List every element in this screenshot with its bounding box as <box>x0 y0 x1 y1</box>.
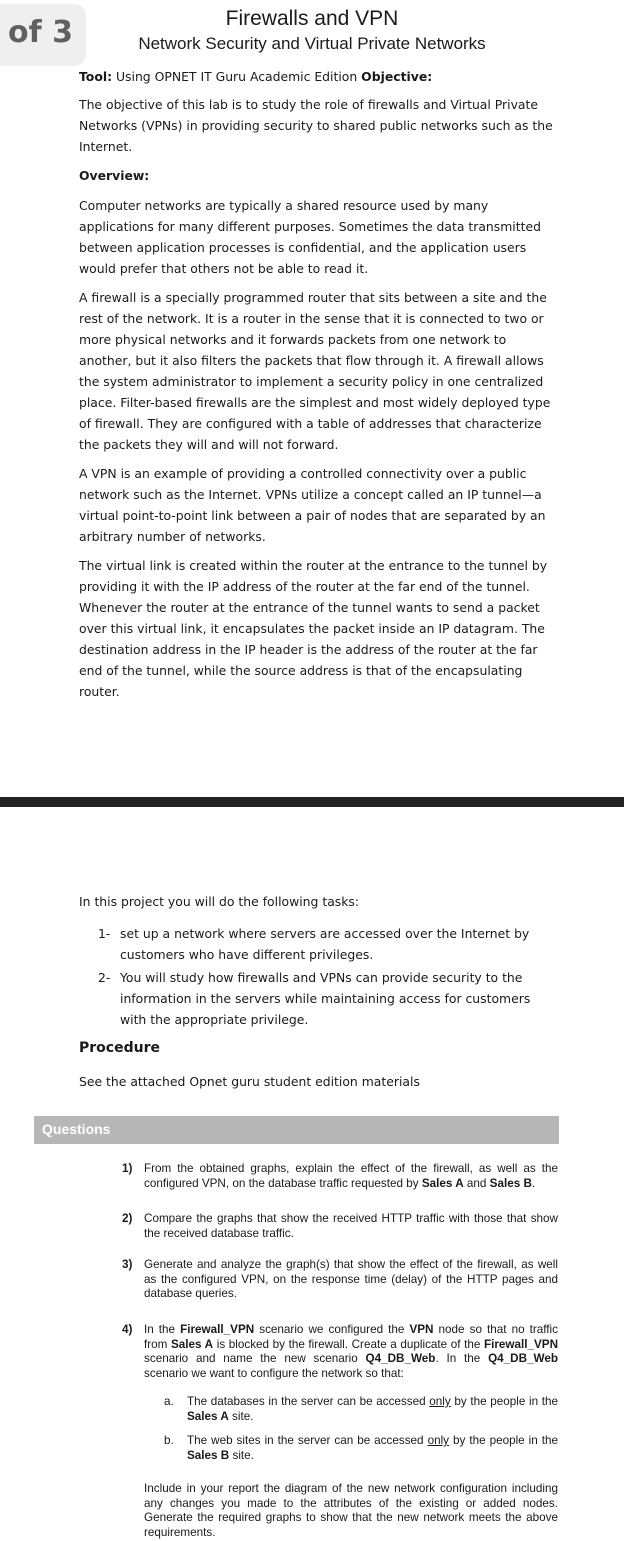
question-number: 4) <box>122 1323 133 1336</box>
task-number: 2- <box>98 970 111 985</box>
document-title: Firewalls and VPN <box>225 7 399 30</box>
overview-paragraph-1: Computer networks are typically a shared resource used by many applications for many different purposes. Sometimes the data transmitted between application processes is confidential, and the application users would prefer that others not be able to read it. <box>79 198 541 276</box>
tasks-intro: In this project you will do the following tasks: <box>79 894 360 909</box>
task-text: set up a network where servers are accessed over the Internet by customers who have different privileges. <box>120 926 530 962</box>
page-indicator: of 3 <box>0 4 86 66</box>
task-number: 1- <box>98 926 111 941</box>
document-subtitle: Network Security and Virtual Private Networks <box>138 34 486 53</box>
tool-text: Using OPNET IT Guru Academic Edition <box>112 69 362 84</box>
question-4-item-b <box>164 1434 558 1463</box>
vpn-paragraph: A VPN is an example of providing a controlled connectivity over a public network such as the Internet. VPNs utilize a concept called an IP tunnel—a virtual point-to-point link between a pair of nodes that are separated by an arbitrary number of networks. <box>79 466 546 544</box>
item-letter: a. <box>164 1395 174 1408</box>
procedure-heading: Procedure <box>79 1040 160 1056</box>
questions-header-bar <box>34 1116 559 1144</box>
closing-text: Include in your report the diagram of the new network configuration including any changes you made to the attributes of the existing or added nodes. Generate the required graphs to show that the new network meets the above requirements. <box>144 1482 558 1539</box>
item-text: The databases in the server can be accessed only by the people in the Sales A site. <box>187 1395 558 1423</box>
list-item <box>98 923 548 965</box>
question-4 <box>122 1323 558 1381</box>
page-divider <box>0 797 624 807</box>
tool-line <box>79 66 561 87</box>
question-text: From the obtained graphs, explain the effect of the firewall, as well as the configured VPN, on the database traffic requested by Sales A and Sales B. <box>144 1162 558 1190</box>
question-2 <box>122 1212 558 1241</box>
objective-paragraph: The objective of this lab is to study the role of firewalls and Virtual Private Networks (VPNs) in providing security to shared public networks such as the Internet. <box>79 97 553 154</box>
overview-heading: Overview: <box>79 168 150 183</box>
item-text: The web sites in the server can be accessed only by the people in the Sales B site. <box>187 1434 558 1462</box>
question-number: 3) <box>122 1258 133 1271</box>
question-text: Generate and analyze the graph(s) that show the effect of the firewall, as well as the configured VPN, on the response time (delay) of the HTTP pages and database queries. <box>144 1258 558 1300</box>
firewall-paragraph: A firewall is a specially programmed router that sits between a site and the rest of the network. It is a router in the sense that it is connected to two or more physical networks and it forwards packets from one network to another, but it also filters the packets that flow through it. A firewall allows the system administrator to implement a security policy in one centralized place. Filter-based firewalls are the simplest and most widely deployed type of firewall. They are configured with a table of addresses that characterize the packets they will and will not forward. <box>79 290 551 452</box>
virtual-link-paragraph: The virtual link is created within the router at the entrance to the tunnel by providing it with the IP address of the router at the far end of the tunnel. Whenever the router at the entrance of the tunnel wants to send a packet over this virtual link, it encapsulates the packet inside an IP datagram. The destination address in the IP header is the address of the router at the far end of the tunnel, while the source address is that of the encapsulating router. <box>79 558 548 699</box>
question-text: In the Firewall_VPN scenario we configured the VPN node so that no traffic from Sales A is blocked by the firewall. Create a duplicate of the Firewall_VPN scenario and name the new scenario Q4_DB_Web. In the Q4_DB_Web scenario we want to configure the network so that: <box>144 1323 559 1380</box>
question-text: Compare the graphs that show the received HTTP traffic with those that show the received database traffic. <box>144 1212 558 1240</box>
task-list <box>98 923 548 1030</box>
question-3 <box>122 1258 558 1302</box>
question-1 <box>122 1162 558 1191</box>
item-letter: b. <box>164 1434 174 1447</box>
questions-heading: Questions <box>42 1121 111 1137</box>
objective-label: Objective: <box>361 69 433 84</box>
question-4-item-a <box>164 1395 558 1424</box>
tool-label: Tool: <box>79 69 113 84</box>
question-4-closing <box>122 1482 558 1540</box>
procedure-text: See the attached Opnet guru student edition materials <box>79 1074 420 1089</box>
question-number: 1) <box>122 1162 133 1175</box>
list-item <box>98 967 548 1030</box>
task-text: You will study how firewalls and VPNs can provide security to the information in the servers while maintaining access for customers with the appropriate privilege. <box>120 970 531 1027</box>
question-number: 2) <box>122 1212 133 1225</box>
